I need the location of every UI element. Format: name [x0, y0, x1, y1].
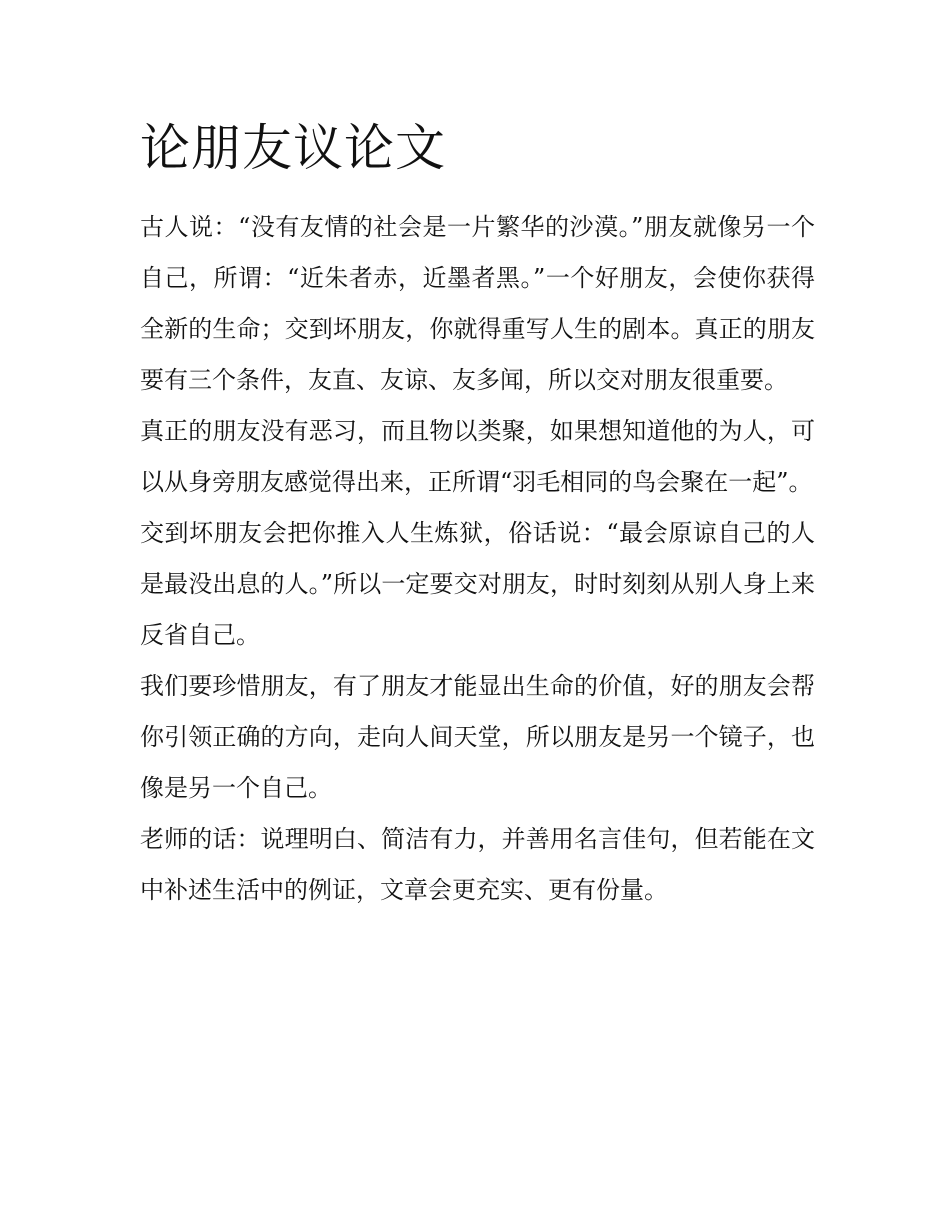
- paragraph-1: 古人说：“没有友情的社会是一片繁华的沙漠。”朋友就像另一个自己，所谓：“近朱者赤，近墨者黑。”一个好朋友，会使你获得全新的生命；交到坏朋友，你就得重写人生的剧本。真正的朋友要有三个条件，友直、友谅、友多闻，所以交对朋友很重要。: [140, 213, 815, 394]
- paragraph-3: 交到坏朋友会把你推入人生炼狱，俗话说：“最会原谅自己的人是最没出息的人。”所以一定要交对朋友，时时刻刻从别人身上来反省自己。: [140, 519, 815, 649]
- document-title: 论朋友议论文: [140, 119, 446, 177]
- paragraph-4: 我们要珍惜朋友，有了朋友才能显出生命的价值，好的朋友会帮你引领正确的方向，走向人间天堂，所以朋友是另一个镜子，也像是另一个自己。: [140, 672, 815, 802]
- paragraph-2: 真正的朋友没有恶习，而且物以类聚，如果想知道他的为人，可以从身旁朋友感觉得出来，正所谓“羽毛相同的鸟会聚在一起”。: [140, 417, 815, 496]
- teacher-comment-paragraph: 老师的话：说理明白、简洁有力，并善用名言佳句，但若能在文中补述生活中的例证，文章会更充实、更有份量。: [140, 825, 815, 904]
- document-body: [140, 118, 815, 916]
